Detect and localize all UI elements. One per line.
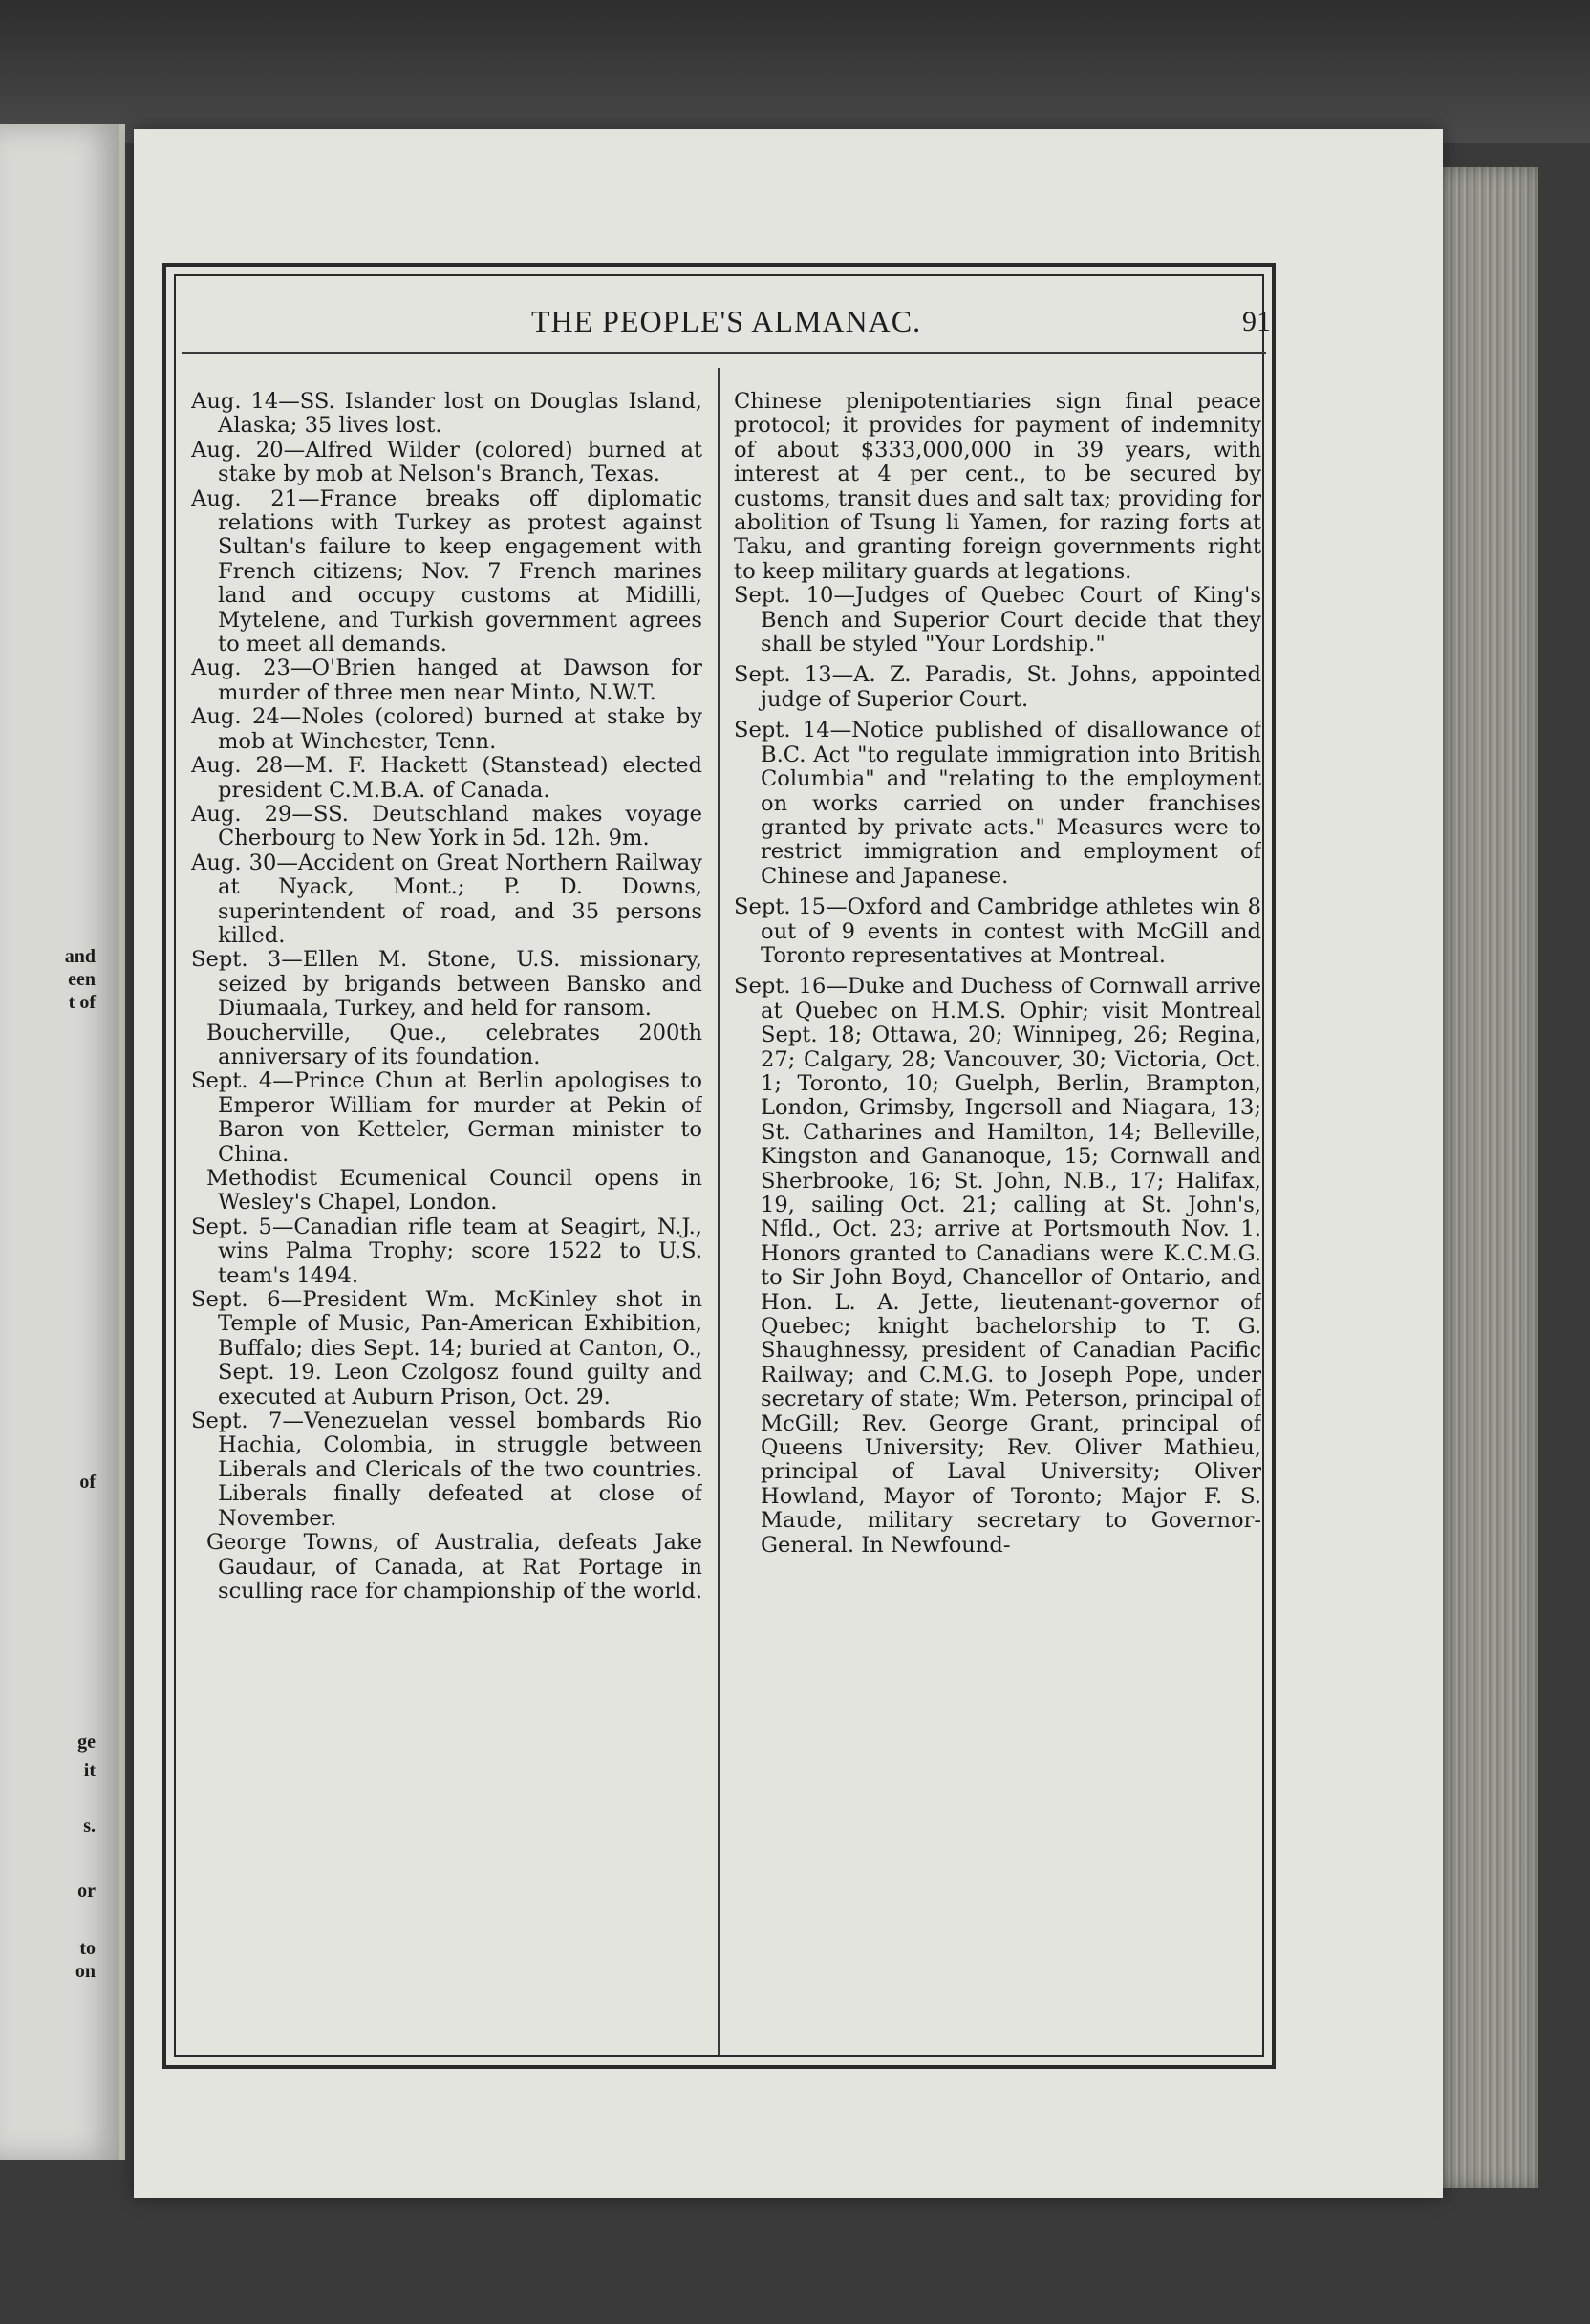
chronology-entry: Boucherville, Que., celebrates 200th anniversary of its foundation. bbox=[206, 1020, 702, 1069]
page-title: THE PEOPLE'S ALMANAC. bbox=[530, 304, 922, 338]
chronology-entry: Aug. 29—SS. Deutschland makes voyage Cherbourg to New York in 5d. 12h. 9m. bbox=[191, 801, 702, 851]
facing-page-fragment: een bbox=[68, 969, 96, 990]
facing-page-fragment: it bbox=[83, 1760, 96, 1781]
chronology-entry: Sept. 7—Venezuelan vessel bombards Rio Hachia, Colombia, in struggle between Liberals and Clericals of the two countries. Liberals finally defeated at close of November. bbox=[191, 1409, 702, 1531]
header-divider bbox=[182, 352, 1266, 354]
page-number: 91 bbox=[1242, 306, 1271, 337]
facing-page-fragment: or bbox=[77, 1881, 96, 1902]
facing-page-fragment: of bbox=[79, 1472, 96, 1493]
chronology-entry: Sept. 14—Notice published of disallowance of B.C. Act "to regulate immigration into British Columbia" and "relating to the employment on works carried on under franchises granted by private acts." Measures were to restrict immigration and employment of Chinese and Japanese. bbox=[734, 718, 1261, 889]
chronology-entry: Aug. 14—SS. Islander lost on Douglas Island, Alaska; 35 lives lost. bbox=[191, 390, 702, 439]
chronology-entry: George Towns, of Australia, defeats Jake Gaudaur, of Canada, at Rat Portage in sculling race for championship of the world. bbox=[206, 1530, 702, 1603]
chronology-entry: Aug. 20—Alfred Wilder (colored) burned at stake by mob at Nelson's Branch, Texas. bbox=[191, 437, 702, 487]
chronology-entry: Aug. 23—O'Brien hanged at Dawson for murder of three men near Minto, N.W.T. bbox=[191, 656, 702, 705]
chronology-entry: Sept. 10—Judges of Quebec Court of King's Bench and Superior Court decide that they shall be styled "Your Lordship." bbox=[734, 583, 1261, 657]
column-divider bbox=[718, 368, 720, 2055]
facing-page-fragment: to bbox=[79, 1938, 96, 1959]
left-column bbox=[191, 390, 702, 2062]
chronology-entry: Aug. 24—Noles (colored) burned at stake by mob at Winchester, Tenn. bbox=[191, 704, 702, 754]
chronology-entry: Methodist Ecumenical Council opens in Wesley's Chapel, London. bbox=[206, 1166, 702, 1216]
right-column bbox=[734, 390, 1261, 2062]
chronology-entry: Sept. 6—President Wm. McKinley shot in Temple of Music, Pan-American Exhibition, Buffalo; dies Sept. 14; buried at Canton, O., Sept. 19. Leon Czolgosz found guilty and executed at Auburn Prison, Oct. 29. bbox=[191, 1287, 702, 1409]
chronology-entry: Sept. 3—Ellen M. Stone, U.S. missionary, seized by brigands between Bansko and Diumaala, Turkey, and held for ransom. bbox=[191, 947, 702, 1022]
chronology-entry: Sept. 5—Canadian rifle team at Seagirt, N.J., wins Palma Trophy; score 1522 to U.S. team's 1494. bbox=[191, 1214, 702, 1288]
facing-page-fragment: t of bbox=[68, 992, 96, 1013]
chronology-entry: Aug. 21—France breaks off diplomatic relations with Turkey as protest against Sultan's failure to keep engagement with French citizens; Nov. 7 French marines land and occupy customs at Midilli, Mytelene, and Turkish government agrees to meet all demands. bbox=[191, 485, 702, 657]
facing-page-fragment: and bbox=[64, 946, 96, 967]
chronology-entry: Sept. 15—Oxford and Cambridge athletes win 8 out of 9 events in contest with McGill and Toronto representatives at Montreal. bbox=[734, 894, 1261, 968]
chronology-entry: Aug. 30—Accident on Great Northern Railway at Nyack, Mont.; P. D. Downs, superintendent of road, and 35 persons killed. bbox=[191, 850, 702, 948]
chronology-entry: Chinese plenipotentiaries sign final peace protocol; it provides for payment of indemnity of about $333,000,000 in 39 years, with interest at 4 per cent., to be secured by customs, transit dues and salt tax; providing for abolition of Tsung li Yamen, for razing forts at Taku, and granting foreign governments right to keep military guards at legations. bbox=[734, 390, 1261, 584]
running-header bbox=[182, 304, 1271, 352]
facing-page-edge bbox=[0, 124, 125, 2160]
facing-page-fragment: s. bbox=[83, 1816, 96, 1837]
chronology-entry: Aug. 28—M. F. Hackett (Stanstead) elected president C.M.B.A. of Canada. bbox=[191, 753, 702, 803]
facing-page-fragment: on bbox=[75, 1961, 96, 1982]
chronology-entry: Sept. 13—A. Z. Paradis, St. Johns, appointed judge of Superior Court. bbox=[734, 662, 1261, 712]
chronology-entry: Sept. 4—Prince Chun at Berlin apologises to Emperor William for murder at Pekin of Baron von Ketteler, German minister to China. bbox=[191, 1068, 702, 1167]
scan-backdrop bbox=[0, 0, 1590, 143]
chronology-entry: Sept. 16—Duke and Duchess of Cornwall arrive at Quebec on H.M.S. Ophir; visit Montreal Sept. 18; Ottawa, 20; Winnipeg, 26; Regina, 27; Calgary, 28; Vancouver, 30; Victoria, Oct. 1; Toronto, 10; Guelph, Berlin, Brampton, London, Grimsby, Ingersoll and Niagara, 13; St. Catharines and Hamilton, 14; Belleville, Kingston and Gananoque, 15; Cornwall and Sherbrooke, 16; St. John, N.B., 17; Halifax, 19, sailing Oct. 21; calling at St. John's, Nfld., Oct. 23; arrive at Portsmouth Nov. 1. Honors granted to Canadians were K.C.M.G. to Sir John Boyd, Chancellor of Ontario, and Hon. L. A. Jette, lieutenant-governor of Quebec; knight bachelorship to T. G. Shaughnessy, president of Canadian Pacific Railway; and C.M.G. to Joseph Pope, under secretary of state; Wm. Peterson, principal of McGill; Rev. George Grant, principal of Queens University; Rev. Oliver Mathieu, principal of Laval University; Oliver Howland, Mayor of Toronto; Major F. S. Maude, military secretary to Governor-General. In Newfound- bbox=[734, 974, 1261, 1558]
facing-page-fragment: ge bbox=[77, 1732, 96, 1753]
